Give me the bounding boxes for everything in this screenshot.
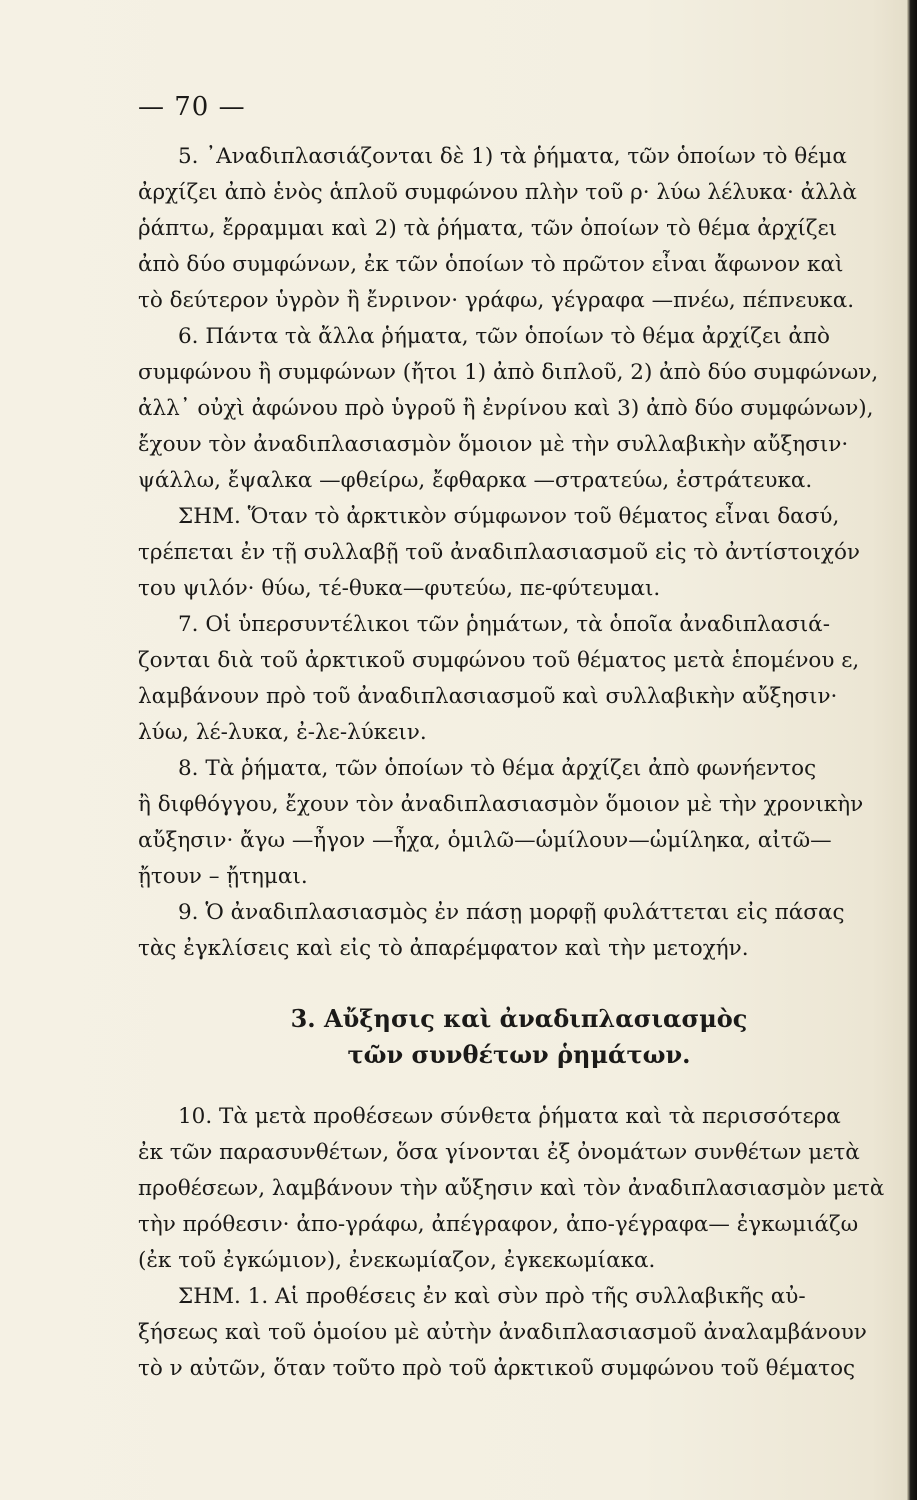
text-line: αὔξησιν· ἄγω —ἦγον —ἦχα, ὁμιλῶ—ὡμίλουν—ὡμίληκα, αἰτῶ—	[138, 828, 832, 853]
text-line: συμφώνου ἢ συμφώνων (ἤτοι 1) ἀπὸ διπλοῦ, 2) ἀπὸ δύο συμφώνων,	[138, 360, 879, 385]
text-line: ᾔτουν – ᾔτημαι.	[138, 864, 308, 889]
text-line: του ψιλόν· θύω, τέ-θυκα—φυτεύω, πε-φύτευμαι.	[138, 576, 661, 601]
text-line: 7. Οἱ ὑπερσυντέλικοι τῶν ῥημάτων, τὰ ὁποῖα ἀναδιπλασιά-	[178, 612, 830, 637]
text-line: τὸ δεύτερον ὑγρὸν ἢ ἔνρινον· γράφω, γέγραφα —πνέω, πέπνευκα.	[138, 288, 855, 313]
text-line: ἀπὸ δύο συμφώνων, ἐκ τῶν ὁποίων τὸ πρῶτον εἶναι ἄφωνον καὶ	[138, 252, 844, 277]
text-line: ἢ διφθόγγου, ἔχουν τὸν ἀναδιπλασιασμὸν ὅμοιον μὲ τὴν χρονικὴν	[138, 792, 864, 817]
page-binding-edge	[907, 0, 917, 1500]
text-line: 8. Τὰ ῥήματα, τῶν ὁποίων τὸ θέμα ἀρχίζει ἀπὸ φωνήεντος	[178, 756, 817, 781]
text-line: ψάλλω, ἔψαλκα —φθείρω, ἔφθαρκα —στρατεύω, ἐστράτευκα.	[138, 468, 813, 493]
text-line: ῥάπτω, ἔρραμμαι καὶ 2) τὰ ῥήματα, τῶν ὁποίων τὸ θέμα ἀρχίζει	[138, 216, 838, 241]
section-heading: 3. Αὔξησις καὶ ἀναδιπλασιασμὸς	[290, 1004, 748, 1033]
text-line: τὸ ν αὐτῶν, ὅταν τοῦτο πρὸ τοῦ ἀρκτικοῦ συμφώνου τοῦ θέματος	[138, 1356, 856, 1381]
text-line: τὰς ἐγκλίσεις καὶ εἰς τὸ ἀπαρέμφατον καὶ τὴν μετοχήν.	[138, 936, 749, 961]
text-line: ζονται διὰ τοῦ ἀρκτικοῦ συμφώνου τοῦ θέματος μετὰ ἑπομένου ε,	[138, 648, 860, 673]
text-line: 6. Πάντα τὰ ἄλλα ῥήματα, τῶν ὁποίων τὸ θέμα ἀρχίζει ἀπὸ	[178, 324, 830, 349]
text-line: λύω, λέ-λυκα, ἐ-λε-λύκειν.	[138, 720, 427, 745]
text-line: 9. Ὁ ἀναδιπλασιασμὸς ἐν πάσῃ μορφῇ φυλάττεται εἰς πάσας	[178, 900, 845, 925]
page-number: — 70 —	[138, 92, 246, 122]
text-line: ἀλλ᾽ οὐχὶ ἀφώνου πρὸ ὑγροῦ ἢ ἐνρίνου καὶ 3) ἀπὸ δύο συμφώνων),	[138, 396, 874, 421]
text-line: προθέσεων, λαμβάνουν τὴν αὔξησιν καὶ τὸν ἀναδιπλασιασμὸν μετὰ	[138, 1176, 885, 1201]
text-line: λαμβάνουν πρὸ τοῦ ἀναδιπλασιασμοῦ καὶ συλλαβικὴν αὔξησιν·	[138, 684, 838, 709]
text-line: ΣΗΜ. Ὅταν τὸ ἀρκτικὸν σύμφωνον τοῦ θέματος εἶναι δασύ,	[178, 504, 840, 529]
text-line: ἔχουν τὸν ἀναδιπλασιασμὸν ὅμοιον μὲ τὴν συλλαβικὴν αὔξησιν·	[138, 432, 849, 457]
text-line: ΣΗΜ. 1. Αἱ προθέσεις ἐν καὶ σὺν πρὸ τῆς συλλαβικῆς αὐ-	[178, 1284, 806, 1309]
text-line: τρέπεται ἐν τῇ συλλαβῇ τοῦ ἀναδιπλασιασμοῦ εἰς τὸ ἀντίστοιχόν	[138, 540, 860, 565]
text-line: 5. ᾽Αναδιπλασιάζονται δὲ 1) τὰ ῥήματα, τῶν ὁποίων τὸ θέμα	[178, 144, 847, 169]
text-line: τὴν πρόθεσιν· ἀπο-γράφω, ἀπέγραφον, ἀπο-γέγραφα— ἐγκωμιάζω	[138, 1212, 859, 1237]
text-line: 10. Τὰ μετὰ προθέσεων σύνθετα ῥήματα καὶ τὰ περισσότερα	[178, 1104, 841, 1129]
text-line: ἀρχίζει ἀπὸ ἑνὸς ἁπλοῦ συμφώνου πλὴν τοῦ ρ· λύω λέλυκα· ἀλλὰ	[138, 180, 857, 205]
text-line: ξήσεως καὶ τοῦ ὁμοίου μὲ αὐτὴν ἀναδιπλασιασμοῦ ἀναλαμβάνουν	[138, 1320, 867, 1345]
text-line: ἐκ τῶν παρασυνθέτων, ὅσα γίνονται ἐξ ὀνομάτων συνθέτων μετὰ	[138, 1140, 860, 1165]
section-heading-continued: τῶν συνθέτων ῥημάτων.	[347, 1040, 691, 1069]
text-line: (ἐκ τοῦ ἐγκώμιον), ἐνεκωμίαζον, ἐγκεκωμίακα.	[138, 1248, 656, 1273]
